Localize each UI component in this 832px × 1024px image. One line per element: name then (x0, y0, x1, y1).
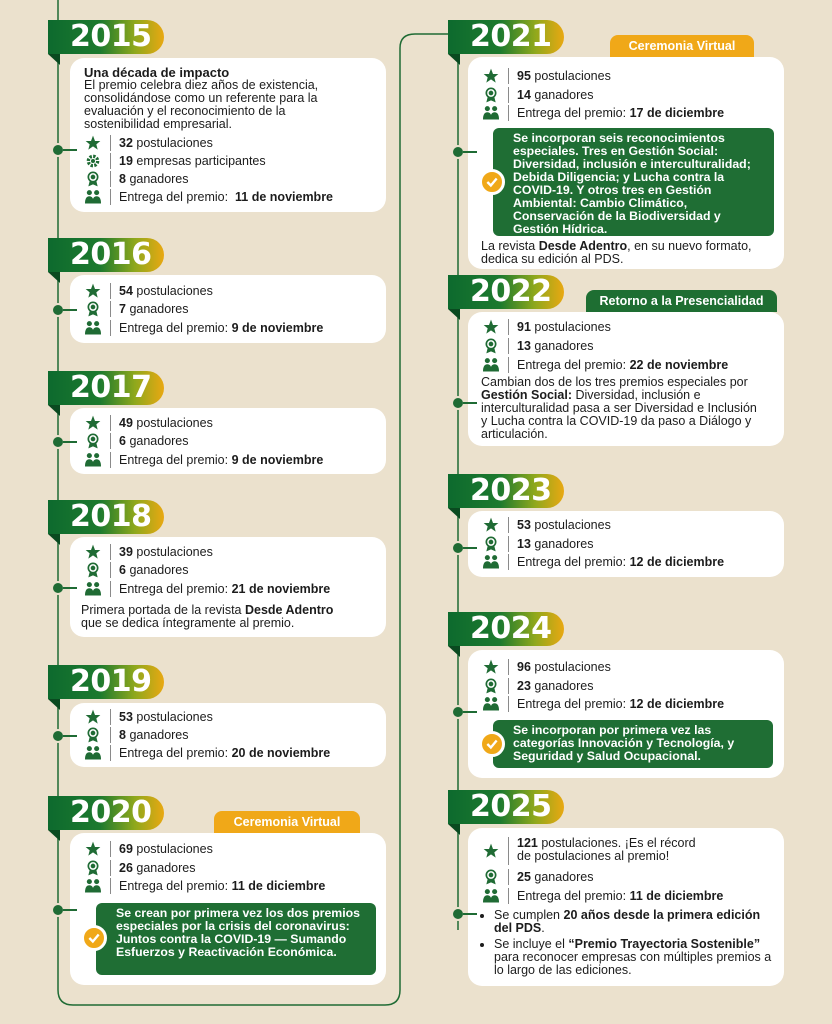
star-icon (482, 67, 500, 85)
year-badge-2025: 2025 (448, 790, 564, 824)
timeline-dot (51, 581, 65, 595)
stat-row: Entrega del premio: 9 de noviembre (84, 319, 323, 337)
year-badge-2019: 2019 (48, 665, 164, 699)
stat-row: 23 ganadores (482, 677, 593, 695)
stat-row: 49 postulaciones (84, 414, 213, 432)
star-icon (482, 658, 500, 676)
timeline-dot (51, 435, 65, 449)
gear-icon (84, 152, 102, 170)
medal-icon (84, 300, 102, 318)
list-item: • Se incluye el “Premio Trayectoria Sostenible” para reconocer empresas con múltiples premios a lo largo de las ediciones. (494, 938, 774, 977)
check-icon (479, 169, 505, 195)
timeline-dot (51, 903, 65, 917)
people-icon (482, 104, 500, 122)
timeline-dot (451, 705, 465, 719)
stat-row: 6 ganadores (84, 561, 189, 579)
check-icon (479, 731, 505, 757)
medal-icon (482, 535, 500, 553)
stat-row: Entrega del premio: 22 de noviembre (482, 356, 728, 374)
callout-2021: Se incorporan seis reconocimientos especiales. Tres en Gestión Social: Diversidad, inclusión e interculturalidad; Debida Diligencia; y Lucha contra la COVID-19. Y otros tres en Gestión Ambiental: Cambio Climático, Conservación de la Biodiversidad y Gestión Hídrica. (493, 128, 774, 236)
year-badge-2015: 2015 (48, 20, 164, 54)
card-2015 (70, 58, 386, 212)
stat-row: 39 postulaciones (84, 543, 213, 561)
year-badge-2020: 2020 (48, 796, 164, 830)
star-icon (84, 708, 102, 726)
check-icon (81, 925, 107, 951)
star-icon (84, 414, 102, 432)
people-icon (84, 744, 102, 762)
star-icon (482, 318, 500, 336)
stat-row: 91 postulaciones (482, 318, 611, 336)
bullet-list (480, 909, 774, 980)
stat-row: 121 postulaciones. ¡Es el récord de postulaciones al premio! (482, 837, 696, 867)
stat-row: 6 ganadores (84, 432, 189, 450)
stat-row: 32 postulaciones (84, 134, 213, 152)
stat-row: 53 postulaciones (482, 516, 611, 534)
presencial-tag: Retorno a la Presencialidad (586, 290, 777, 312)
people-icon (482, 356, 500, 374)
card-2025 (468, 828, 784, 986)
stat-row: 54 postulaciones (84, 282, 213, 300)
timeline-dot (451, 396, 465, 410)
stat-row: Entrega del premio: 17 de diciembre (482, 104, 724, 122)
year-badge-2023: 2023 (448, 474, 564, 508)
timeline-dot (451, 145, 465, 159)
card-note: La revista Desde Adentro, en su nuevo formato, dedica su edición al PDS. (481, 239, 752, 266)
stat-row: 69 postulaciones (84, 840, 213, 858)
timeline-dot (51, 729, 65, 743)
medal-icon (84, 859, 102, 877)
callout-2024: Se incorporan por primera vez las categorías Innovación y Tecnología, y Seguridad y Salud Ocupacional. (493, 720, 773, 768)
people-icon (84, 188, 102, 206)
ceremony-tag: Ceremonia Virtual (214, 811, 360, 833)
medal-icon (482, 677, 500, 695)
year-badge-2018: 2018 (48, 500, 164, 534)
card-2019 (70, 703, 386, 767)
star-icon (84, 840, 102, 858)
people-icon (482, 553, 500, 571)
stat-row: Entrega del premio: 21 de noviembre (84, 580, 330, 598)
stat-row: 96 postulaciones (482, 658, 611, 676)
timeline-dot (51, 303, 65, 317)
year-badge-2024: 2024 (448, 612, 564, 646)
medal-icon (84, 561, 102, 579)
stat-row: Entrega del premio: 12 de diciembre (482, 695, 724, 713)
medal-icon (84, 726, 102, 744)
card-2018 (70, 537, 386, 637)
stat-row: Entrega del premio: 20 de noviembre (84, 744, 330, 762)
stat-row: 53 postulaciones (84, 708, 213, 726)
card-2023 (468, 511, 784, 577)
people-icon (84, 451, 102, 469)
year-badge-2017: 2017 (48, 371, 164, 405)
star-icon (84, 134, 102, 152)
stat-row: 25 ganadores (482, 868, 593, 886)
stat-row: Entrega del premio: 12 de diciembre (482, 553, 724, 571)
timeline-dot (451, 907, 465, 921)
year-badge-2022: 2022 (448, 275, 564, 309)
people-icon (84, 877, 102, 895)
stat-row: 19 empresas participantes (84, 152, 266, 170)
card-note: Cambian dos de los tres premios especiales por Gestión Social: Diversidad, inclusión e interculturalidad pasa a ser Diversidad e Inclusión y Lucha contra la COVID-19 da paso a Diálogo y articulación. (481, 375, 757, 441)
star-icon (84, 543, 102, 561)
stat-row: 8 ganadores (84, 170, 189, 188)
stat-row: Entrega del premio: 11 de diciembre (482, 887, 723, 905)
stat-row: 7 ganadores (84, 300, 189, 318)
card-note: Primera portada de la revista Desde Adentro que se dedica íntegramente al premio. (81, 603, 334, 630)
stat-row: 95 postulaciones (482, 67, 611, 85)
card-2022 (468, 312, 784, 446)
medal-icon (482, 337, 500, 355)
people-icon (482, 695, 500, 713)
star-icon (84, 282, 102, 300)
stat-row: Entrega del premio: 11 de noviembre (84, 188, 333, 206)
stat-row: 8 ganadores (84, 726, 189, 744)
year-badge-2021: 2021 (448, 20, 564, 54)
card-2017 (70, 408, 386, 474)
medal-icon (482, 86, 500, 104)
year-badge-2016: 2016 (48, 238, 164, 272)
timeline-dot (451, 541, 465, 555)
stat-row: Entrega del premio: 9 de noviembre (84, 451, 323, 469)
card-2016 (70, 275, 386, 343)
card-title: Una década de impacto (84, 65, 230, 80)
people-icon (84, 319, 102, 337)
ceremony-tag: Ceremonia Virtual (610, 35, 754, 57)
timeline-dot (51, 143, 65, 157)
callout-2020: Se crean por primera vez los dos premios especiales por la crisis del coronavirus: Juntos contra la COVID-19 — Sumando Esfuerzos y Reactivación Económica. (96, 903, 376, 975)
star-icon (482, 516, 500, 534)
stat-row: 13 ganadores (482, 337, 593, 355)
people-icon (482, 887, 500, 905)
stat-row: Entrega del premio: 11 de diciembre (84, 877, 325, 895)
card-intro: El premio celebra diez años de existencia, consolidándose como un referente para la evaluación y el reconocimiento de la sostenibilidad empresarial. (84, 78, 319, 131)
list-item: • Se cumplen 20 años desde la primera edición del PDS. (494, 909, 774, 935)
stat-row: 26 ganadores (84, 859, 195, 877)
medal-icon (482, 868, 500, 886)
stat-row: 13 ganadores (482, 535, 593, 553)
stat-row: 14 ganadores (482, 86, 593, 104)
people-icon (84, 580, 102, 598)
medal-icon (84, 432, 102, 450)
star-icon (482, 842, 500, 860)
medal-icon (84, 170, 102, 188)
